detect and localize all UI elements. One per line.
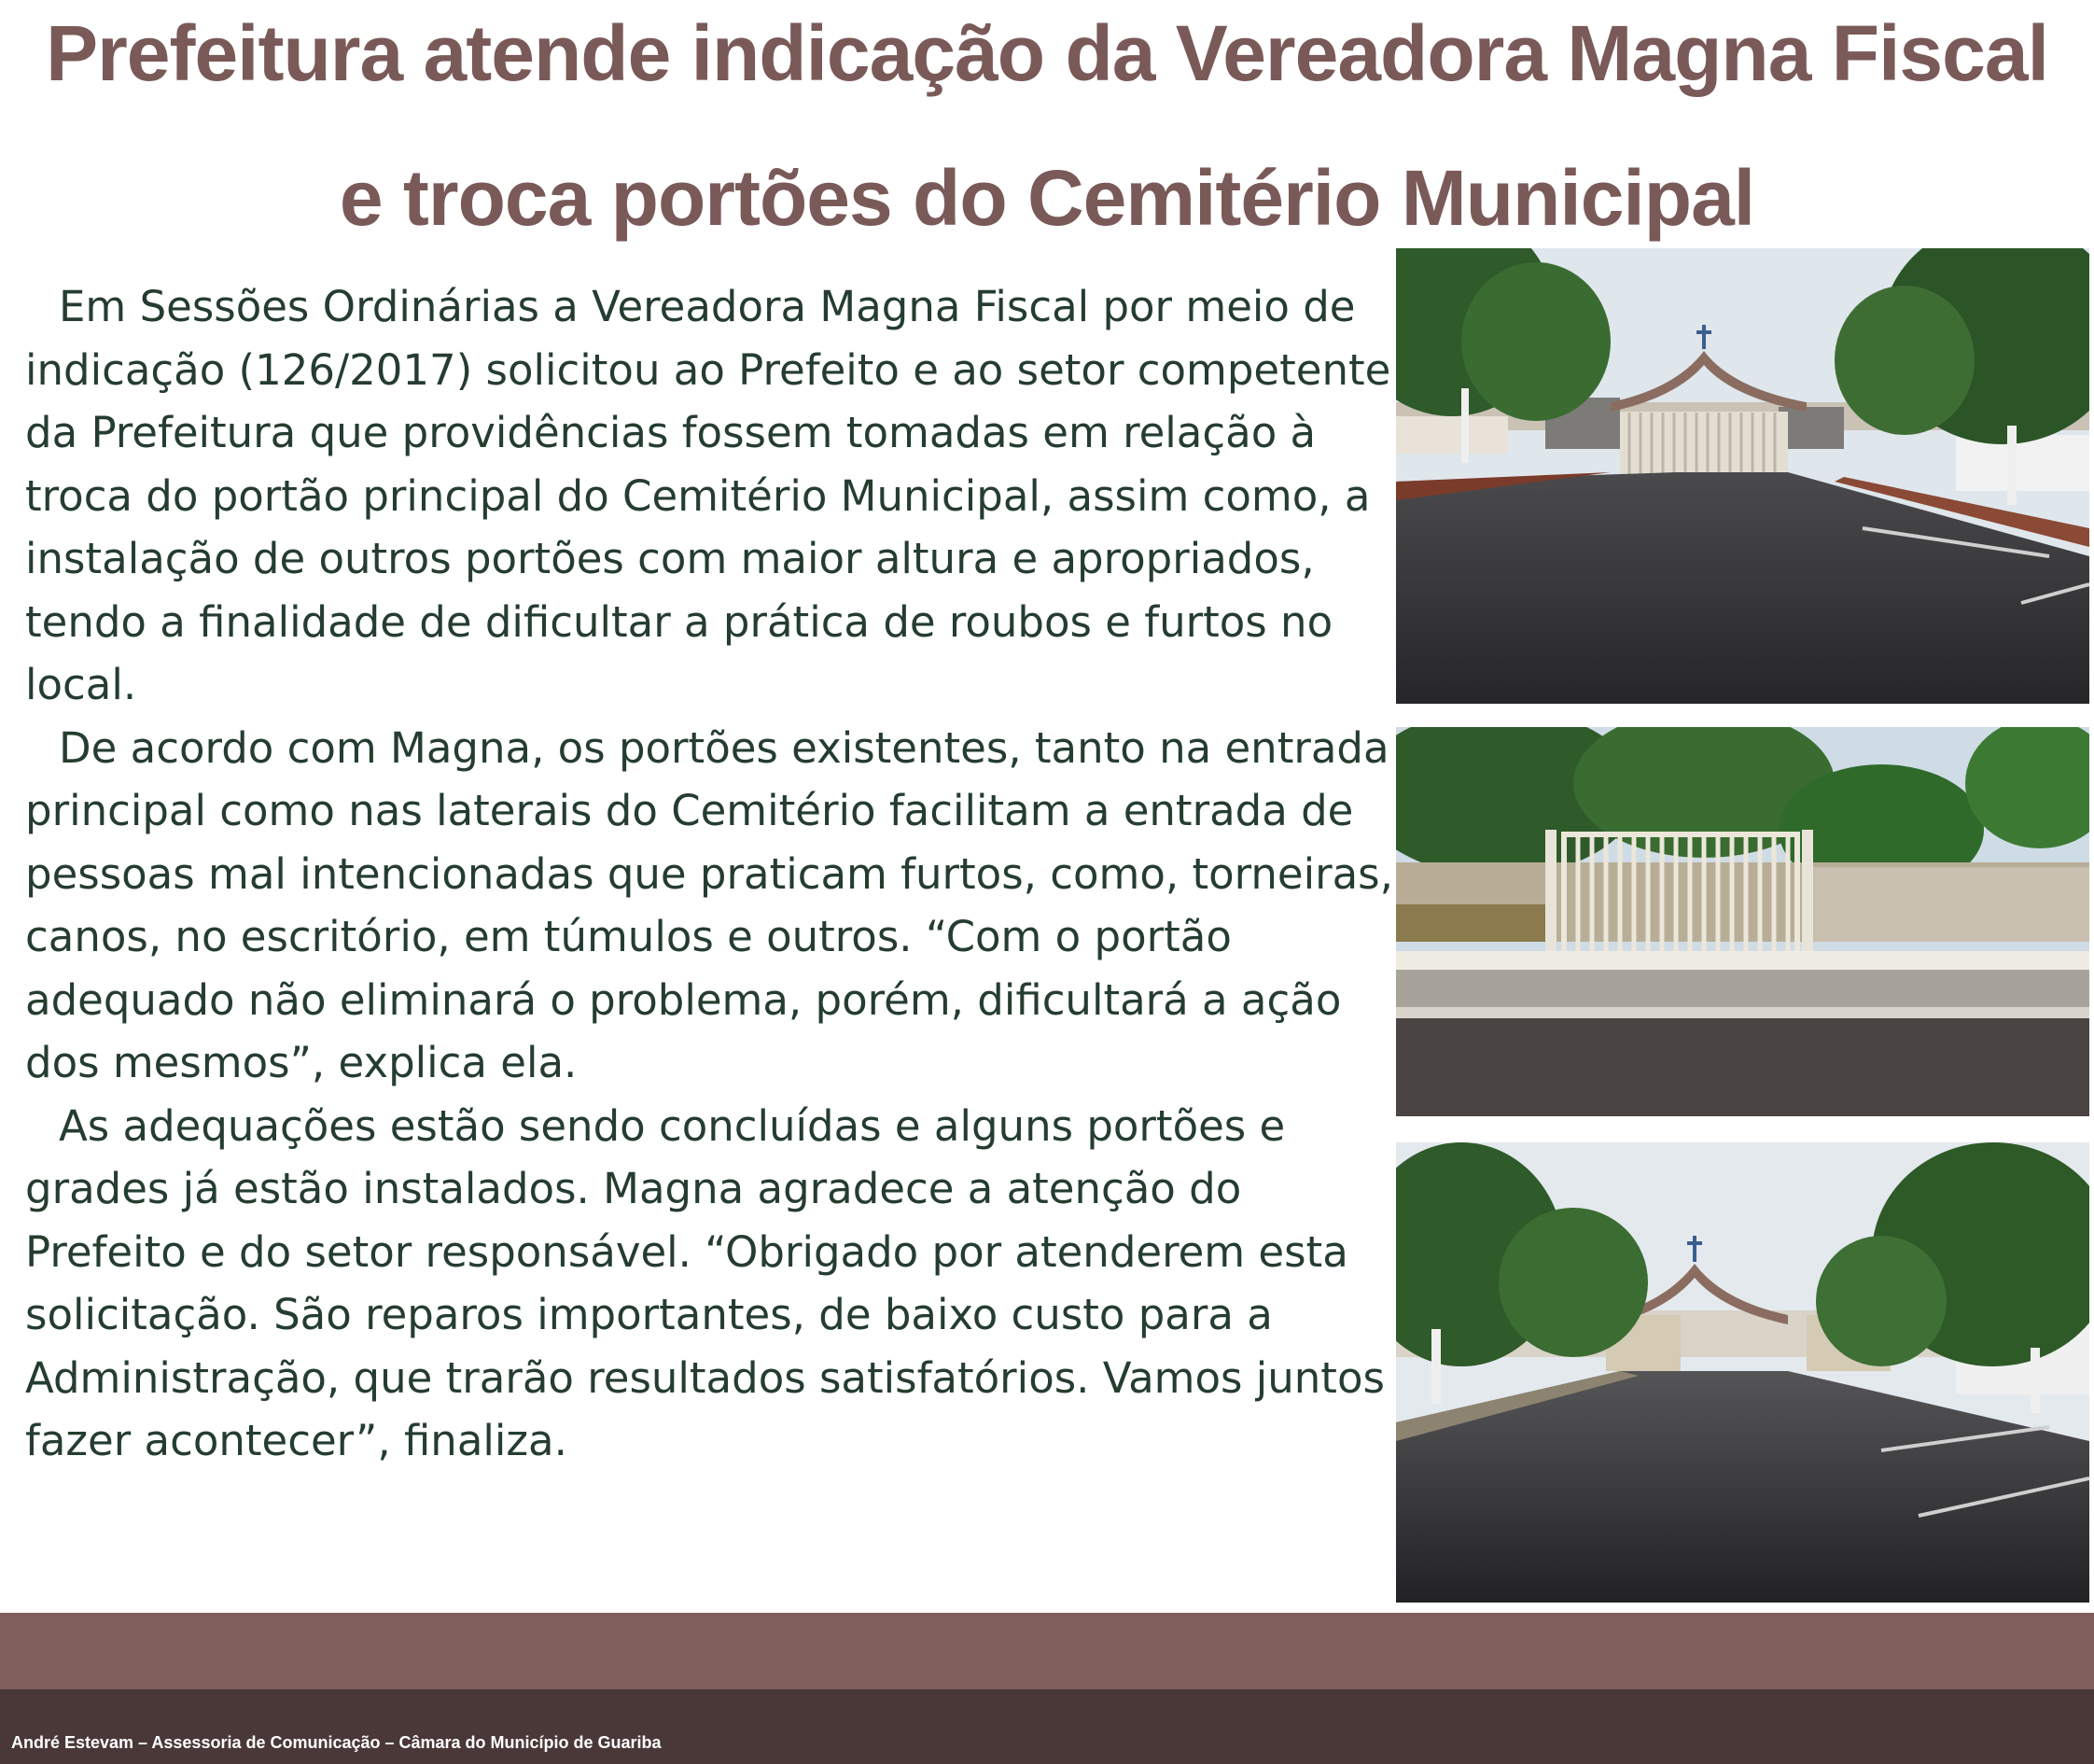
photo-cemetery-entrance-wide [1396, 1142, 2089, 1603]
article-paragraph: As adequações estão sendo concluídas e alguns portões e grades já estão instalados. Magna agradece a atenção do Prefeito e do setor responsável. “Obrigado por atenderem esta solicitação. São reparos importantes, de baixo custo para a Administração, que trarão resultados satisfatórios. Vamos juntos fazer acontecer”, finaliza. [25, 1100, 1385, 1465]
headline-line-1: Prefeitura atende indicação da Vereadora Magna Fiscal [46, 9, 2048, 97]
headline-line-2: e troca portões do Cemitério Municipal [339, 154, 1755, 242]
article-paragraph: De acordo com Magna, os portões existentes, tanto na entrada principal como nas laterais do Cemitério facilitam a entrada de pessoas mal intencionadas que praticam furtos, como, torneiras, canos, no escritório, em túmulos e outros. “Com o portão adequado não eliminará o problema, porém, dificultará a ação dos mesmos”, explica ela. [25, 722, 1393, 1087]
article-body [25, 275, 1397, 1473]
footer-band-upper [0, 1613, 2094, 1689]
footer-band-lower [0, 1689, 2094, 1764]
photo-cemetery-side-gate [1396, 727, 2089, 1116]
photo-cemetery-main-gate [1396, 248, 2089, 704]
article-paragraph: Em Sessões Ordinárias a Vereadora Magna Fiscal por meio de indicação (126/2017) solicitou ao Prefeito e ao setor competente da Prefeitura que providências fossem tomadas em relação à troca do portão principal do Cemitério Municipal, assim como, a instalação de outros portões com maior altura e apropriados, tendo a finalidade de dificultar a prática de roubos e furtos no local. [25, 282, 1391, 709]
footer-credit: André Estevam – Assessoria de Comunicação – Câmara do Município de Guariba [11, 1733, 662, 1752]
